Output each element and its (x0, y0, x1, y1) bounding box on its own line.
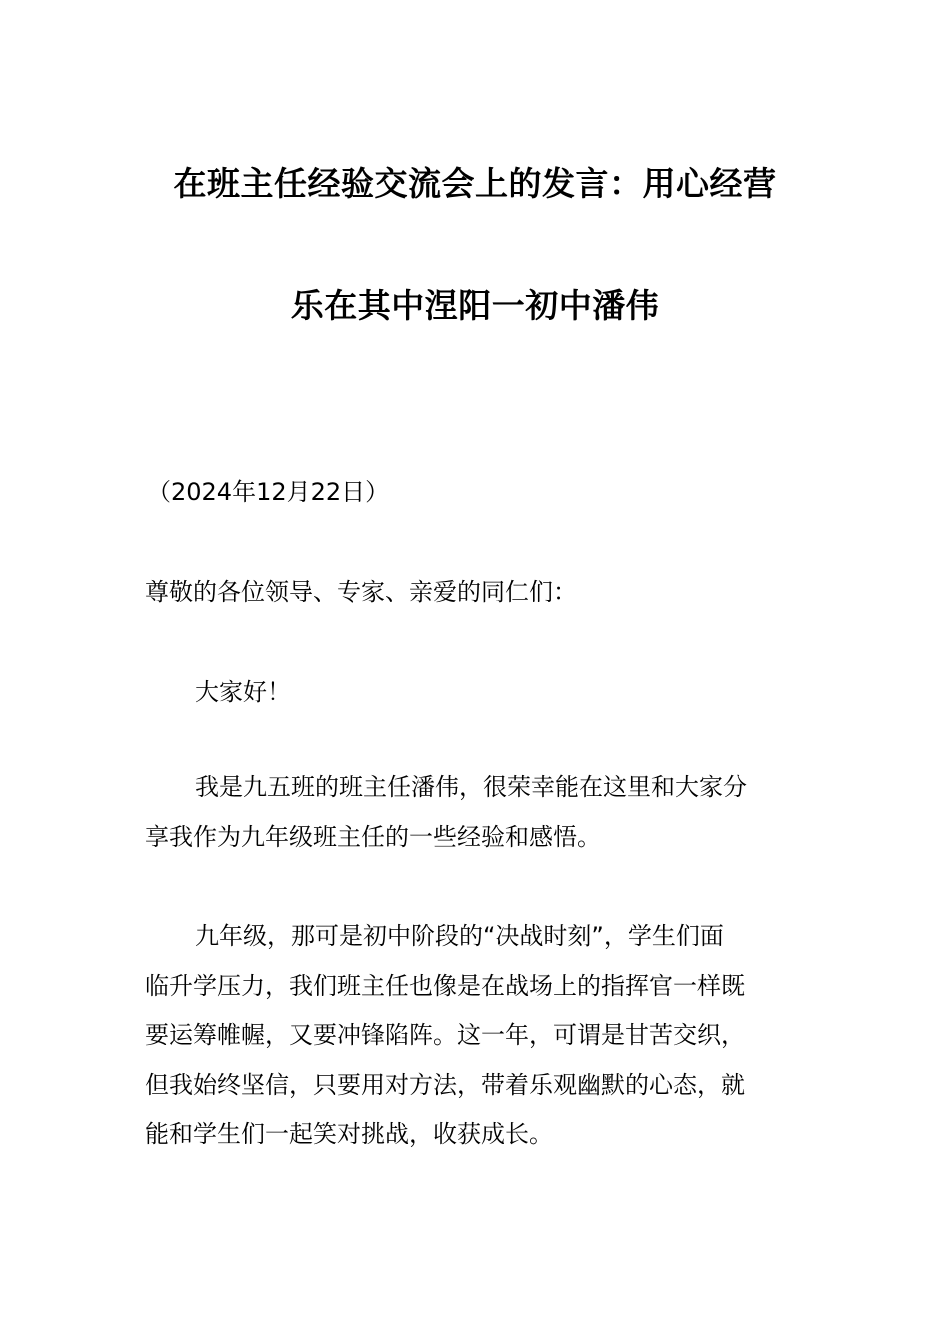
greeting: 大家好！ (195, 678, 291, 706)
paragraph-line: 临升学压力，我们班主任也像是在战场上的指挥官一样既 (145, 971, 745, 1000)
paragraph-line: 但我始终坚信，只要用对方法，带着乐观幽默的心态，就 (145, 1070, 745, 1099)
paragraph-line: 要运筹帷幄，又要冲锋陷阵。这一年，可谓是甘苦交织， (145, 1021, 745, 1049)
paragraph-line: 九年级，那可是初中阶段的“决战时刻”，学生们面 (195, 922, 724, 950)
paragraph-line: 能和学生们一起笑对挑战，收获成长。 (145, 1120, 553, 1148)
salutation: 尊敬的各位领导、专家、亲爱的同仁们： (145, 578, 577, 606)
paragraph-2 (145, 912, 815, 1160)
document-title-line-2: 乐在其中涅阳一初中潘伟 (290, 286, 660, 325)
paragraph-line: 我是九五班的班主任潘伟，很荣幸能在这里和大家分 (195, 773, 747, 801)
paragraph-1 (145, 763, 815, 862)
document-date: （2024年12月22日） (147, 478, 390, 506)
document-title-line-1: 在班主任经验交流会上的发言：用心经营 (173, 164, 777, 203)
paragraph-line: 享我作为九年级班主任的一些经验和感悟。 (145, 822, 601, 851)
